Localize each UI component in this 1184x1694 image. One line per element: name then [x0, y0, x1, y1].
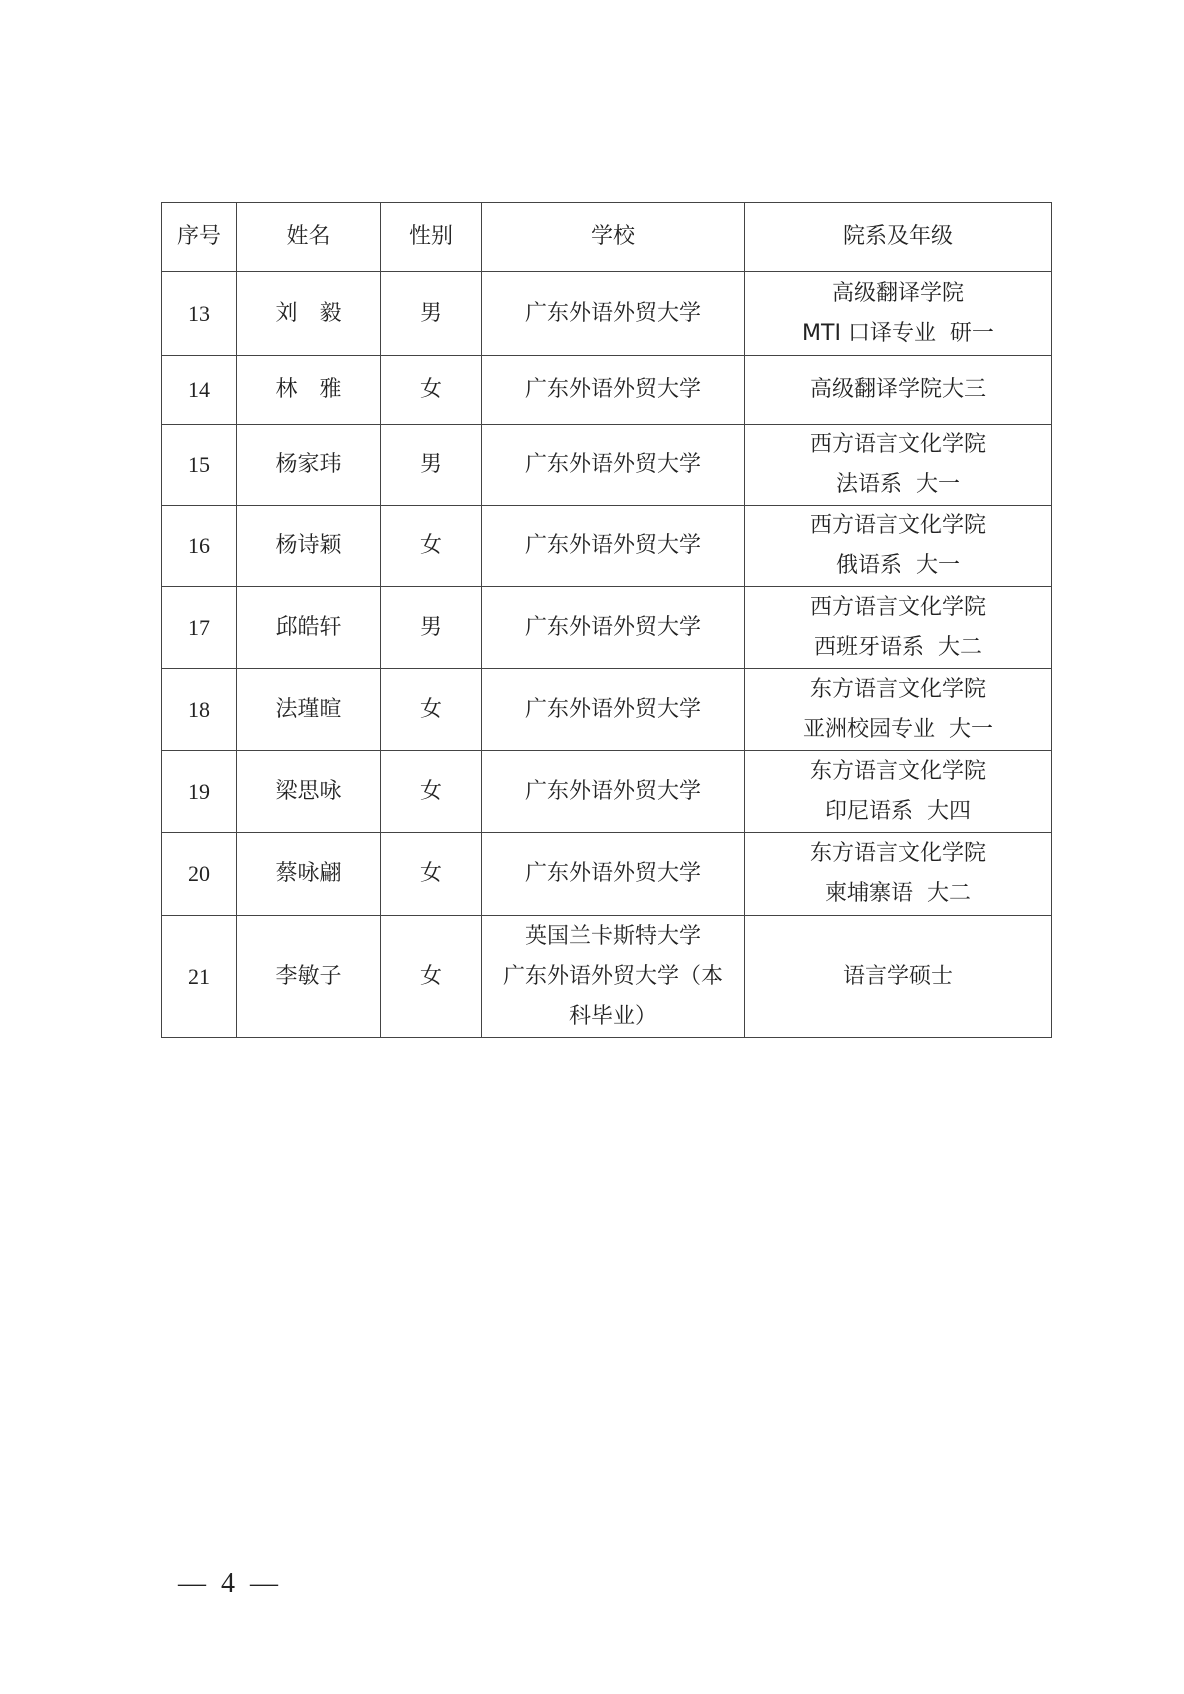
- row-number: 16: [162, 506, 237, 587]
- dept-cell: [745, 272, 1052, 356]
- table-row: [162, 356, 1052, 425]
- school-cell: [482, 356, 745, 425]
- school-cell: [482, 506, 745, 587]
- student-name: 梁思咏: [237, 751, 381, 833]
- table-row: [162, 833, 1052, 916]
- row-number: 13: [162, 272, 237, 356]
- school-line: 广东外语外贸大学: [524, 300, 701, 326]
- dept-line: 西方语言文化学院: [809, 432, 986, 457]
- dept-line: 印尼语系 大四: [825, 798, 971, 824]
- student-name: 杨家玮: [237, 425, 381, 506]
- table-row: [162, 751, 1052, 833]
- school-line: 广东外语外贸大学: [524, 696, 701, 722]
- student-name: 蔡咏翩: [237, 833, 381, 916]
- row-number: 17: [162, 587, 237, 669]
- school-line: 广东外语外贸大学: [524, 533, 701, 558]
- header-name: 姓名: [237, 203, 381, 272]
- dept-line: 亚洲校园专业 大一: [803, 716, 993, 742]
- header-no: 序号: [162, 203, 237, 272]
- table-row: [162, 506, 1052, 587]
- student-name: 杨诗颖: [237, 506, 381, 587]
- school-line: 广东外语外贸大学: [524, 377, 701, 402]
- dept-line: 西方语言文化学院: [809, 594, 986, 620]
- student-gender: 女: [381, 356, 482, 425]
- dept-line: 高级翻译学院: [831, 280, 964, 306]
- school-line: 英国兰卡斯特大学: [524, 923, 701, 949]
- row-number: 21: [162, 916, 237, 1038]
- dept-line: 高级翻译学院大三: [809, 377, 986, 402]
- student-gender: 女: [381, 751, 482, 833]
- dept-line: 东方语言文化学院: [809, 676, 986, 702]
- dept-cell: [745, 833, 1052, 916]
- school-cell: [482, 916, 745, 1038]
- dept-cell: [745, 669, 1052, 751]
- dept-line: 法语系 大一: [836, 472, 960, 497]
- school-cell: [482, 272, 745, 356]
- row-number: 15: [162, 425, 237, 506]
- header-school: 学校: [482, 203, 745, 272]
- school-cell: [482, 833, 745, 916]
- student-name: 李敏子: [237, 916, 381, 1038]
- student-name: 邱皓轩: [237, 587, 381, 669]
- dept-line: 柬埔寨语 大二: [825, 881, 971, 906]
- header-gender: 性别: [381, 203, 482, 272]
- student-gender: 女: [381, 506, 482, 587]
- table-row: [162, 587, 1052, 669]
- dept-cell: [745, 356, 1052, 425]
- table-row: [162, 669, 1052, 751]
- dept-line: 东方语言文化学院: [809, 758, 986, 784]
- row-number: 14: [162, 356, 237, 425]
- dept-line: 西班牙语系 大二: [814, 634, 982, 660]
- student-gender: 女: [381, 669, 482, 751]
- table-row: [162, 272, 1052, 356]
- row-number: 18: [162, 669, 237, 751]
- dept-cell: [745, 425, 1052, 506]
- dept-line: 语言学硕士: [842, 963, 953, 989]
- dept-line: 西方语言文化学院: [809, 513, 986, 538]
- student-gender: 男: [381, 272, 482, 356]
- school-cell: [482, 669, 745, 751]
- dept-cell: [745, 587, 1052, 669]
- school-line: 广东外语外贸大学: [524, 861, 701, 886]
- header-dept: 院系及年级: [745, 203, 1052, 272]
- school-line: 广东外语外贸大学: [524, 614, 701, 640]
- row-number: 20: [162, 833, 237, 916]
- table-header-row: [162, 203, 1052, 272]
- school-line: 广东外语外贸大学（本: [502, 963, 723, 989]
- student-list-table: [161, 202, 1052, 1038]
- school-line: 科毕业）: [568, 1003, 657, 1029]
- school-line: 广东外语外贸大学: [524, 778, 701, 804]
- table-row: [162, 916, 1052, 1038]
- dept-line: MTI 口译专业 研一: [802, 320, 994, 346]
- student-name: 林 雅: [237, 356, 381, 425]
- row-number: 19: [162, 751, 237, 833]
- dept-cell: [745, 916, 1052, 1038]
- page-number: — 4 —: [178, 1568, 282, 1599]
- dept-line: 俄语系 大一: [836, 553, 960, 578]
- school-cell: [482, 751, 745, 833]
- student-gender: 男: [381, 425, 482, 506]
- dept-cell: [745, 751, 1052, 833]
- student-gender: 男: [381, 587, 482, 669]
- table-row: [162, 425, 1052, 506]
- dept-line: 东方语言文化学院: [809, 841, 986, 866]
- student-name: 刘 毅: [237, 272, 381, 356]
- school-cell: [482, 425, 745, 506]
- student-name: 法瑾暄: [237, 669, 381, 751]
- dept-cell: [745, 506, 1052, 587]
- school-line: 广东外语外贸大学: [524, 452, 701, 477]
- school-cell: [482, 587, 745, 669]
- student-gender: 女: [381, 916, 482, 1038]
- student-gender: 女: [381, 833, 482, 916]
